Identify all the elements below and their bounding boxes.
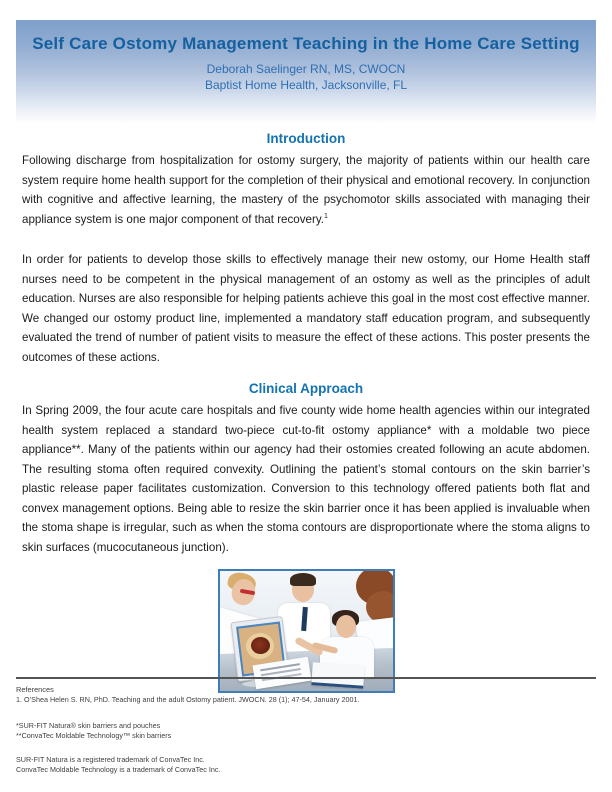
trademark-notices [16, 755, 596, 775]
reference-citation: 1. O’Shea Helen S. RN, PhD. Teaching and the adult Ostomy patient. JWOCN. 28 (1); 47-54, January 2001. [16, 694, 360, 704]
photo-stoma-image [251, 637, 270, 654]
section-heading-introduction: Introduction [266, 131, 346, 146]
photo-person-center-hair [290, 573, 316, 586]
product-footnotes [16, 721, 596, 740]
title-banner [16, 20, 596, 124]
clinical-approach-paragraph: In Spring 2009, the four acute care hospitals and five county wide home health agencies within our integrated health system replaced a standard two-piece cut-to-fit ostomy appliance* with a moldable two piece appliance**. Many of the patients within our agency had their ostomies created following an acute abdomen. The resulting stoma often required convexity. Outlining the patient’s stomal contours on the skin barrier’s plastic release paper facilitates customization. Conversion to this technology offered patients both flat and convex management options. Being able to resize the skin barrier once it has been applied is invaluable when the stoma shape is irregular, such as when the stoma contours are disproportionate where the stoma aligns to skin surfaces (mucocutaneous junction). [22, 404, 590, 554]
team-photo [218, 569, 395, 693]
trademark-sur-fit: SUR-FIT Natura is a registered trademark of ConvaTec Inc. [16, 755, 205, 764]
footnote-sur-fit: *SUR-FIT Natura® skin barriers and pouches [16, 721, 161, 730]
affiliation-line: Baptist Home Health, Jacksonville, FL [204, 78, 408, 92]
poster-title: Self Care Ostomy Management Teaching in the Home Care Setting [32, 34, 580, 53]
introduction-paragraph-1-text: Following discharge from hospitalization for ostomy surgery, the majority of patients within our health care system require home health support for the completion of their physical and emotional recovery. In conjunction with cognitive and affective learning, the mastery of the psychomotor skills associated with managing their appliance system is one major component of that recovery. [22, 154, 590, 226]
introduction-paragraph-2: In order for patients to develop those skills to effectively manage their new ostomy, our Home Health staff nurses need to be competent in the physical management of an ostomy as well as the principles of adult education. Nurses are also responsible for helping patients achieve this goal in the most cost effective manner. We changed our ostomy product line, implemented a mandatory staff education program, and subsequently evaluated the trend of number of patient visits to measure the effect of these actions. This poster presents the outcomes of these actions. [22, 253, 590, 364]
section-heading-clinical-approach: Clinical Approach [248, 381, 364, 396]
photo-person-seated-head [336, 615, 356, 638]
references-label: References [16, 685, 54, 694]
citation-superscript: 1 [324, 212, 328, 220]
introduction-paragraph-1 [22, 151, 590, 229]
photo-person-center-tie [301, 607, 308, 631]
references-footer [16, 677, 596, 775]
footnote-convatec-moldable: **ConvaTec Moldable Technology™ skin barriers [16, 730, 172, 740]
footer-divider [16, 677, 596, 679]
trademark-convatec-moldable: ConvaTec Moldable Technology is a trademark of ConvaTec Inc. [16, 765, 221, 774]
author-line: Deborah Saelinger RN, MS, CWOCN [206, 62, 406, 76]
